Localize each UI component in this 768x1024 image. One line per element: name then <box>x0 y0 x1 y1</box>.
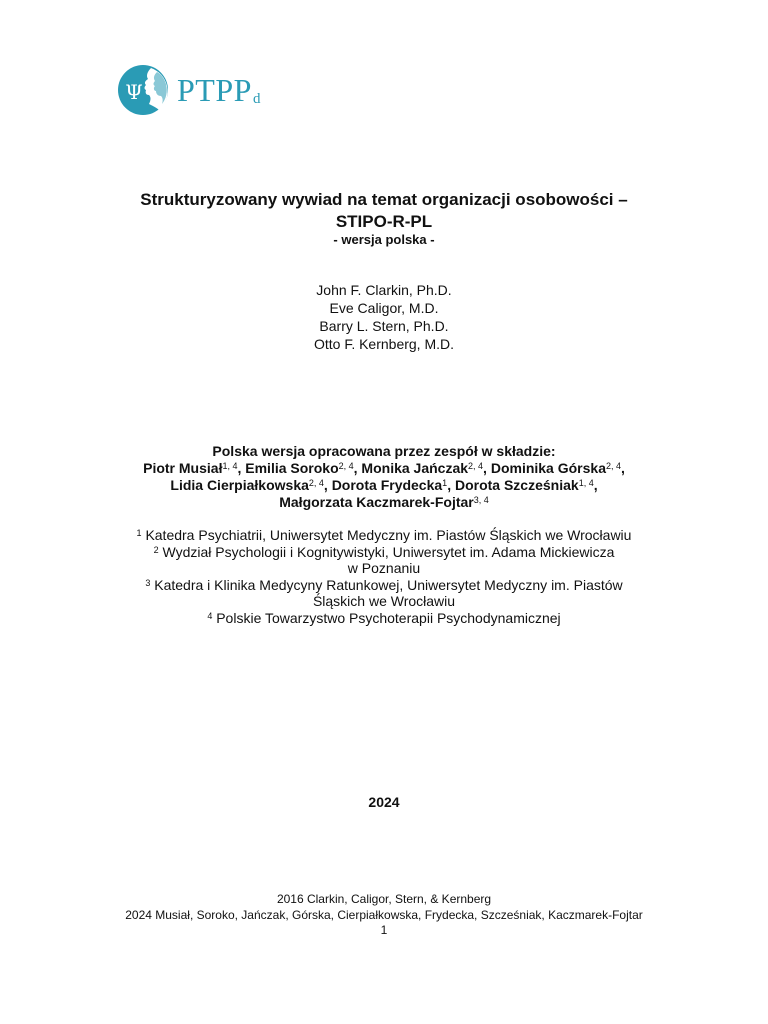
document-title <box>0 189 768 233</box>
affiliation: $^1$ Katedra Psychiatrii, Uniwersytet Medyczny im. Piastów Śląskich we Wrocławiu <box>136 527 632 543</box>
team-line-1 <box>0 460 768 477</box>
team-member: Małgorzata Kaczmarek-Fojtar$^{3, 4}$ <box>279 494 489 510</box>
affiliation-continuation: w Poznaniu <box>347 560 421 576</box>
footer <box>0 892 768 939</box>
team-line-3 <box>0 494 768 511</box>
page-number: 1 <box>380 923 388 937</box>
title-line-1: Strukturyzowany wywiad na temat organizacji osobowości – <box>140 190 628 209</box>
team-member: Monika Jańczak$^{2, 4}$, <box>361 460 491 476</box>
original-authors <box>0 281 768 353</box>
team-member: Emilia Soroko$^{2, 4}$, <box>245 460 362 476</box>
svg-text:Ψ: Ψ <box>125 80 143 104</box>
affiliation: $^3$ Katedra i Klinika Medycyny Ratunkowej, Uniwersytet Medyczny im. Piastów <box>145 576 623 593</box>
author: Eve Caligor, M.D. <box>329 300 439 316</box>
copyright-line-1: 2016 Clarkin, Caligor, Stern, & Kernberg <box>276 892 492 906</box>
team-line-2 <box>0 477 768 494</box>
document-subtitle: - wersja polska - <box>333 232 435 247</box>
polish-team <box>0 443 768 511</box>
affiliation-continuation: Śląskich we Wrocławiu <box>312 593 456 609</box>
affiliation: $^4$ Polskie Towarzystwo Psychoterapii Psychodynamicznej <box>207 609 561 626</box>
title-line-2: STIPO-R-PL <box>335 212 433 231</box>
psi-profile-icon <box>117 64 169 116</box>
team-member: Piotr Musiał$^{1, 4}$, <box>143 460 246 476</box>
logo-text: $PTPP_d$ <box>177 72 261 108</box>
team-member: Lidia Cierpiałkowska$^{2, 4}$, <box>170 477 332 493</box>
team-member: Dorota Frydecka$^1$, <box>331 477 455 493</box>
affiliations <box>0 527 768 626</box>
copyright-line-2: 2024 Musiał, Soroko, Jańczak, Górska, Cierpiałkowska, Frydecka, Szcześniak, Kaczmarek-Fojtar <box>125 907 643 922</box>
team-heading: Polska wersja opracowana przez zespół w składzie: <box>212 443 556 459</box>
affiliation: $^2$ Wydział Psychologii i Kognitywistyki, Uniwersytet im. Adama Mickiewicza <box>153 543 615 560</box>
author: John F. Clarkin, Ph.D. <box>316 282 452 298</box>
author: Barry L. Stern, Ph.D. <box>319 318 449 334</box>
logo <box>117 64 261 116</box>
team-member: Dominika Górska$^{2, 4}$, <box>490 460 625 476</box>
publication-year: 2024 <box>368 794 400 810</box>
team-member: Dorota Szcześniak$^{1, 4}$, <box>454 477 598 493</box>
author: Otto F. Kernberg, M.D. <box>313 336 455 352</box>
